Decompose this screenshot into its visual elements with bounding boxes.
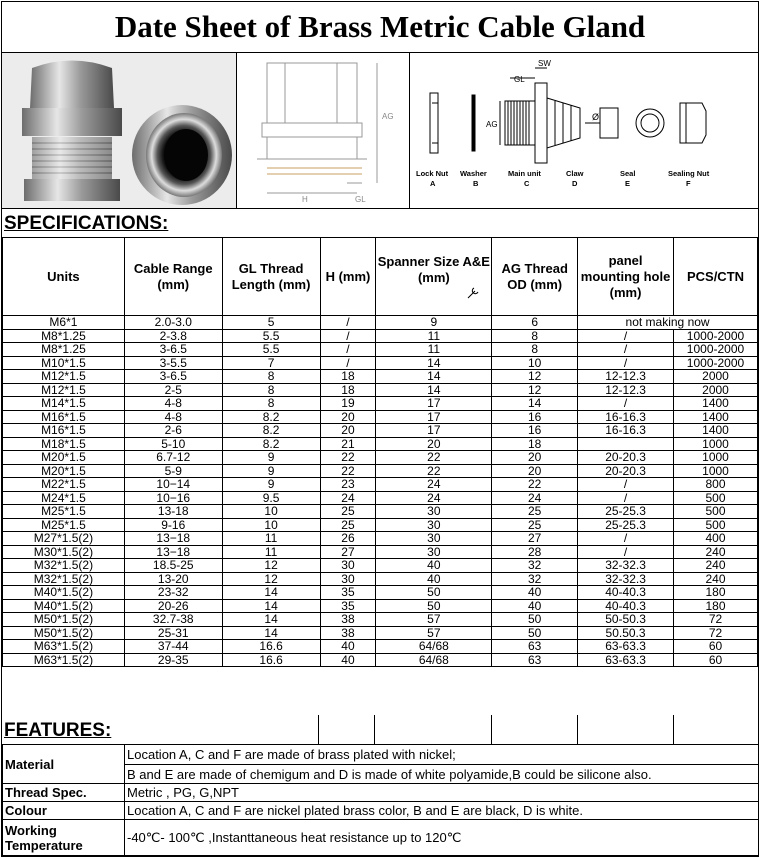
cell-gl-thread: 14	[222, 599, 320, 613]
cell-h: 25	[320, 505, 376, 519]
cell-spanner-size: 14	[376, 356, 492, 370]
cell-spanner-size: 40	[376, 572, 492, 586]
cell-ag-thread: 18	[492, 437, 578, 451]
cell-panel-hole: 32-32.3	[578, 572, 674, 586]
cell-panel-hole: 50-50.3	[578, 613, 674, 627]
table-row	[3, 572, 758, 586]
cell-spanner-size: 22	[376, 464, 492, 478]
table-row	[3, 626, 758, 640]
cell-ag-thread: 20	[492, 451, 578, 465]
cell-panel-hole: 32-32.3	[578, 559, 674, 573]
cell-panel-hole: 16-16.3	[578, 424, 674, 438]
cell-cable-range: 2-5	[124, 383, 222, 397]
cell-ag-thread: 28	[492, 545, 578, 559]
cell-spanner-size: 17	[376, 410, 492, 424]
dimension-drawing-image	[237, 53, 409, 208]
cell-h: 40	[320, 653, 376, 667]
cell-panel-hole: 16-16.3	[578, 410, 674, 424]
cell-panel-hole: /	[578, 491, 674, 505]
features-heading: FEATURES:	[4, 720, 112, 741]
cell-gl-thread: 8.2	[222, 437, 320, 451]
cell-panel-hole: 63-63.3	[578, 653, 674, 667]
cell-cable-range: 6.7-12	[124, 451, 222, 465]
cell-spanner-size: 64/68	[376, 653, 492, 667]
col-panel-hole: panel mounting hole (mm)	[578, 238, 674, 316]
table-row	[3, 505, 758, 519]
cell-gl-thread: 14	[222, 613, 320, 627]
table-row	[3, 640, 758, 654]
cell-units: M32*1.5(2)	[3, 572, 125, 586]
cell-ag-thread: 50	[492, 626, 578, 640]
cell-gl-thread: 8	[222, 383, 320, 397]
cell-units: M10*1.5	[3, 356, 125, 370]
cell-gl-thread: 9	[222, 464, 320, 478]
cell-gl-thread: 16.6	[222, 640, 320, 654]
cell-gl-thread: 10	[222, 518, 320, 532]
part-name-c: Main unit	[508, 169, 541, 178]
cell-cable-range: 2-3.8	[124, 329, 222, 343]
table-row	[3, 424, 758, 438]
cell-panel-hole: 50.50.3	[578, 626, 674, 640]
cell-panel-hole: /	[578, 343, 674, 357]
cell-ag-thread: 63	[492, 640, 578, 654]
cell-spanner-size: 24	[376, 478, 492, 492]
cell-spanner-size: 11	[376, 329, 492, 343]
cell-pcs-ctn: 1000-2000	[674, 329, 758, 343]
cell-spanner-size: 11	[376, 343, 492, 357]
cell-gl-thread: 16.6	[222, 653, 320, 667]
cell-gl-thread: 11	[222, 532, 320, 546]
cell-pcs-ctn: 1000	[674, 437, 758, 451]
cell-ag-thread: 14	[492, 397, 578, 411]
table-header-row	[3, 238, 758, 316]
part-code-a: A	[430, 179, 436, 188]
material-label: Material	[3, 745, 125, 784]
cell-pcs-ctn: 180	[674, 599, 758, 613]
cell-panel-hole: 20-20.3	[578, 451, 674, 465]
cell-pcs-ctn: 1000	[674, 451, 758, 465]
cell-h: /	[320, 343, 376, 357]
dimension-drawing	[237, 53, 410, 208]
cell-spanner-size: 30	[376, 505, 492, 519]
cell-spanner-size: 50	[376, 599, 492, 613]
cell-ag-thread: 6	[492, 316, 578, 330]
cell-gl-thread: 11	[222, 545, 320, 559]
cell-gl-thread: 12	[222, 559, 320, 573]
cell-pcs-ctn: 1400	[674, 424, 758, 438]
cell-cable-range: 18.5-25	[124, 559, 222, 573]
cell-gl-thread: 10	[222, 505, 320, 519]
material-line-2: B and E are made of chemigum and D is made of white polyamide,B could be silicone also.	[125, 765, 759, 784]
phi-label: Ø	[592, 112, 600, 122]
working-temperature-label: Working Temperature	[3, 820, 125, 856]
cell-panel-hole: 40-40.3	[578, 599, 674, 613]
cell-cable-range: 29-35	[124, 653, 222, 667]
cell-h: 26	[320, 532, 376, 546]
colour-label: Colour	[3, 802, 125, 820]
col-ag-thread: AG Thread OD (mm)	[492, 238, 578, 316]
cell-pcs-ctn: 800	[674, 478, 758, 492]
cell-gl-thread: 9	[222, 451, 320, 465]
cell-panel-hole: 63-63.3	[578, 640, 674, 654]
cell-ag-thread: 40	[492, 599, 578, 613]
parts-diagram-image	[410, 53, 758, 208]
cell-units: M16*1.5	[3, 410, 125, 424]
table-row	[3, 464, 758, 478]
cell-ag-thread: 20	[492, 464, 578, 478]
cell-ag-thread: 50	[492, 613, 578, 627]
part-name-a: Lock Nut	[416, 169, 449, 178]
col-h: H (mm)	[320, 238, 376, 316]
cell-pcs-ctn: 1000-2000	[674, 356, 758, 370]
col-pcs-ctn: PCS/CTN	[674, 238, 758, 316]
cell-cable-range: 4-8	[124, 397, 222, 411]
table-row	[3, 316, 758, 330]
part-name-f: Sealing Nut	[668, 169, 710, 178]
table-row	[3, 437, 758, 451]
features-heading-row	[2, 715, 758, 744]
cell-h: 21	[320, 437, 376, 451]
table-row	[3, 491, 758, 505]
cell-spanner-size: 64/68	[376, 640, 492, 654]
cell-pcs-ctn: 180	[674, 586, 758, 600]
cell-units: M30*1.5(2)	[3, 545, 125, 559]
cell-cable-range: 4-8	[124, 410, 222, 424]
table-row	[3, 586, 758, 600]
cell-units: M6*1	[3, 316, 125, 330]
cell-cable-range: 3-6.5	[124, 343, 222, 357]
cell-ag-thread: 32	[492, 572, 578, 586]
ag-dimension-label: AG	[382, 112, 394, 121]
cell-spanner-size: 17	[376, 397, 492, 411]
cell-units: M25*1.5	[3, 518, 125, 532]
cell-h: /	[320, 356, 376, 370]
cell-spanner-size: 50	[376, 586, 492, 600]
cell-ag-thread: 12	[492, 370, 578, 384]
cell-h: 18	[320, 370, 376, 384]
cell-units: M50*1.5(2)	[3, 613, 125, 627]
cell-panel-hole: /	[578, 478, 674, 492]
cell-pcs-ctn: 240	[674, 559, 758, 573]
cell-units: M20*1.5	[3, 451, 125, 465]
cell-gl-thread: 8	[222, 370, 320, 384]
cell-gl-thread: 8.2	[222, 410, 320, 424]
cell-cable-range: 20-26	[124, 599, 222, 613]
cell-panel-hole: 12-12.3	[578, 383, 674, 397]
cell-ag-thread: 24	[492, 491, 578, 505]
wrench-icon	[376, 286, 491, 300]
cell-spanner-size: 40	[376, 559, 492, 573]
cell-spanner-size: 20	[376, 437, 492, 451]
table-row	[3, 356, 758, 370]
parts-diagram	[410, 53, 758, 208]
cell-gl-thread: 5.5	[222, 343, 320, 357]
cell-units: M22*1.5	[3, 478, 125, 492]
cell-spanner-size: 22	[376, 451, 492, 465]
table-row	[3, 653, 758, 667]
cell-cable-range: 13−18	[124, 545, 222, 559]
table-row	[3, 329, 758, 343]
cell-h: 35	[320, 599, 376, 613]
cell-gl-thread: 5.5	[222, 329, 320, 343]
cell-panel-hole	[578, 437, 674, 451]
cell-pcs-ctn: 72	[674, 626, 758, 640]
cell-units: M50*1.5(2)	[3, 626, 125, 640]
gl-part-label: GL	[514, 75, 525, 84]
cell-panel-hole: /	[578, 397, 674, 411]
cell-h: 30	[320, 559, 376, 573]
col-gl-thread: GL Thread Length (mm)	[222, 238, 320, 316]
cell-units: M24*1.5	[3, 491, 125, 505]
cell-pcs-ctn: 1000-2000	[674, 343, 758, 357]
cell-gl-thread: 14	[222, 586, 320, 600]
cell-cable-range: 9-16	[124, 518, 222, 532]
cell-cable-range: 10−16	[124, 491, 222, 505]
cell-pcs-ctn: 500	[674, 505, 758, 519]
cell-h: 38	[320, 613, 376, 627]
cell-units: M18*1.5	[3, 437, 125, 451]
cell-cable-range: 13-18	[124, 505, 222, 519]
material-line-1: Location A, C and F are made of brass plated with nickel;	[125, 745, 759, 765]
ag-part-label: AG	[486, 120, 498, 129]
cell-cable-range: 3-6.5	[124, 370, 222, 384]
cell-panel-hole: 20-20.3	[578, 464, 674, 478]
cell-panel-hole: /	[578, 532, 674, 546]
cell-gl-thread: 7	[222, 356, 320, 370]
cell-spanner-size: 14	[376, 370, 492, 384]
part-name-e: Seal	[620, 169, 636, 178]
part-name-d: Claw	[566, 169, 584, 178]
table-row	[3, 532, 758, 546]
cell-pcs-ctn: 240	[674, 545, 758, 559]
features-table	[2, 744, 759, 856]
cell-units: M8*1.25	[3, 343, 125, 357]
cell-pcs-ctn: 60	[674, 640, 758, 654]
thread-spec-label: Thread Spec.	[3, 784, 125, 802]
cell-panel-hole: /	[578, 329, 674, 343]
cell-units: M40*1.5(2)	[3, 586, 125, 600]
cell-units: M40*1.5(2)	[3, 599, 125, 613]
cell-h: 22	[320, 451, 376, 465]
thread-spec-value: Metric , PG, G,NPT	[125, 784, 759, 802]
cell-ag-thread: 12	[492, 383, 578, 397]
page-title: Date Sheet of Brass Metric Cable Gland	[2, 2, 758, 53]
cell-gl-thread: 12	[222, 572, 320, 586]
cell-ag-thread: 16	[492, 410, 578, 424]
cell-cable-range: 32.7-38	[124, 613, 222, 627]
cell-h: /	[320, 316, 376, 330]
datasheet	[1, 1, 759, 857]
cell-units: M63*1.5(2)	[3, 640, 125, 654]
table-row	[3, 478, 758, 492]
cell-ag-thread: 16	[492, 424, 578, 438]
col-units: Units	[3, 238, 125, 316]
cell-gl-thread: 8	[222, 397, 320, 411]
cell-h: 22	[320, 464, 376, 478]
cell-pcs-ctn: 500	[674, 491, 758, 505]
cell-ag-thread: 8	[492, 329, 578, 343]
cell-units: M16*1.5	[3, 424, 125, 438]
cell-units: M8*1.25	[3, 329, 125, 343]
cell-units: M32*1.5(2)	[3, 559, 125, 573]
cell-pcs-ctn: 240	[674, 572, 758, 586]
cell-ag-thread: 40	[492, 586, 578, 600]
cell-ag-thread: 8	[492, 343, 578, 357]
cell-gl-thread: 9	[222, 478, 320, 492]
part-code-f: F	[686, 179, 691, 188]
cell-ag-thread: 10	[492, 356, 578, 370]
cell-pcs-ctn: 1000	[674, 464, 758, 478]
cell-cable-range: 13−18	[124, 532, 222, 546]
cell-h: 30	[320, 572, 376, 586]
colour-value: Location A, C and F are nickel plated brass color, B and E are black, D is white.	[125, 802, 759, 820]
col-spanner-size: Spanner Size A&E (mm)	[376, 238, 492, 316]
cell-units: M27*1.5(2)	[3, 532, 125, 546]
part-code-b: B	[473, 179, 479, 188]
working-temperature-value: -40℃- 100℃ ,Instanttaneous heat resistance up to 120℃	[125, 820, 759, 856]
cell-ag-thread: 32	[492, 559, 578, 573]
table-row	[3, 397, 758, 411]
cell-units: M20*1.5	[3, 464, 125, 478]
cell-spanner-size: 30	[376, 518, 492, 532]
cell-h: 23	[320, 478, 376, 492]
cell-panel-hole: /	[578, 545, 674, 559]
part-name-b: Washer	[460, 169, 487, 178]
cell-h: 20	[320, 424, 376, 438]
cell-h: 27	[320, 545, 376, 559]
cell-cable-range: 3-5.5	[124, 356, 222, 370]
cell-ag-thread: 25	[492, 505, 578, 519]
table-row	[3, 370, 758, 384]
cell-not-making-now: not making now	[578, 316, 758, 330]
cell-pcs-ctn: 60	[674, 653, 758, 667]
cell-spanner-size: 14	[376, 383, 492, 397]
cell-cable-range: 5-9	[124, 464, 222, 478]
cell-pcs-ctn: 400	[674, 532, 758, 546]
cell-panel-hole: 25-25.3	[578, 518, 674, 532]
cell-spanner-size: 30	[376, 545, 492, 559]
cell-spanner-size: 24	[376, 491, 492, 505]
sw-label: SW	[538, 59, 551, 68]
cell-panel-hole: 25-25.3	[578, 505, 674, 519]
table-row	[3, 613, 758, 627]
table-row	[3, 559, 758, 573]
table-row	[3, 599, 758, 613]
cell-cable-range: 13-20	[124, 572, 222, 586]
cell-cable-range: 23-32	[124, 586, 222, 600]
cell-spanner-size: 30	[376, 532, 492, 546]
cell-units: M14*1.5	[3, 397, 125, 411]
cell-cable-range: 2-6	[124, 424, 222, 438]
cell-h: 25	[320, 518, 376, 532]
cell-h: 40	[320, 640, 376, 654]
part-code-d: D	[572, 179, 578, 188]
features-section	[2, 744, 758, 856]
cell-units: M12*1.5	[3, 383, 125, 397]
cell-ag-thread: 22	[492, 478, 578, 492]
cell-units: M63*1.5(2)	[3, 653, 125, 667]
cell-cable-range: 37-44	[124, 640, 222, 654]
col-cable-range: Cable Range (mm)	[124, 238, 222, 316]
table-row	[3, 518, 758, 532]
table-row	[3, 545, 758, 559]
cell-gl-thread: 14	[222, 626, 320, 640]
table-row	[3, 383, 758, 397]
cell-gl-thread: 9.5	[222, 491, 320, 505]
cell-spanner-size: 9	[376, 316, 492, 330]
cell-units: M25*1.5	[3, 505, 125, 519]
cell-cable-range: 10−14	[124, 478, 222, 492]
cell-cable-range: 25-31	[124, 626, 222, 640]
cell-panel-hole: 12-12.3	[578, 370, 674, 384]
table-row	[3, 451, 758, 465]
cell-h: 20	[320, 410, 376, 424]
part-code-e: E	[625, 179, 631, 188]
cell-pcs-ctn: 2000	[674, 370, 758, 384]
cell-spanner-size: 57	[376, 626, 492, 640]
cell-ag-thread: 27	[492, 532, 578, 546]
specifications-heading: SPECIFICATIONS:	[4, 213, 169, 234]
cell-panel-hole: 40-40.3	[578, 586, 674, 600]
cell-cable-range: 5-10	[124, 437, 222, 451]
cell-gl-thread: 5	[222, 316, 320, 330]
cell-h: 18	[320, 383, 376, 397]
cell-panel-hole: /	[578, 356, 674, 370]
cell-cable-range: 2.0-3.0	[124, 316, 222, 330]
cell-pcs-ctn: 72	[674, 613, 758, 627]
table-row	[3, 410, 758, 424]
cell-spanner-size: 57	[376, 613, 492, 627]
table-row	[3, 343, 758, 357]
cell-pcs-ctn: 1400	[674, 410, 758, 424]
cell-h: 35	[320, 586, 376, 600]
gl-dimension-label: GL	[355, 195, 366, 204]
product-photo	[2, 53, 237, 208]
cell-pcs-ctn: 2000	[674, 383, 758, 397]
cell-h: 19	[320, 397, 376, 411]
cell-h: 24	[320, 491, 376, 505]
cell-units: M12*1.5	[3, 370, 125, 384]
cell-ag-thread: 63	[492, 653, 578, 667]
cell-h: 38	[320, 626, 376, 640]
h-dimension-label: H	[302, 195, 308, 204]
cell-ag-thread: 25	[492, 518, 578, 532]
cell-pcs-ctn: 1400	[674, 397, 758, 411]
gland-photo-image	[2, 53, 236, 208]
cell-h: /	[320, 329, 376, 343]
cell-pcs-ctn: 500	[674, 518, 758, 532]
specifications-table	[2, 237, 758, 667]
cell-spanner-size: 17	[376, 424, 492, 438]
cell-gl-thread: 8.2	[222, 424, 320, 438]
part-code-c: C	[524, 179, 530, 188]
